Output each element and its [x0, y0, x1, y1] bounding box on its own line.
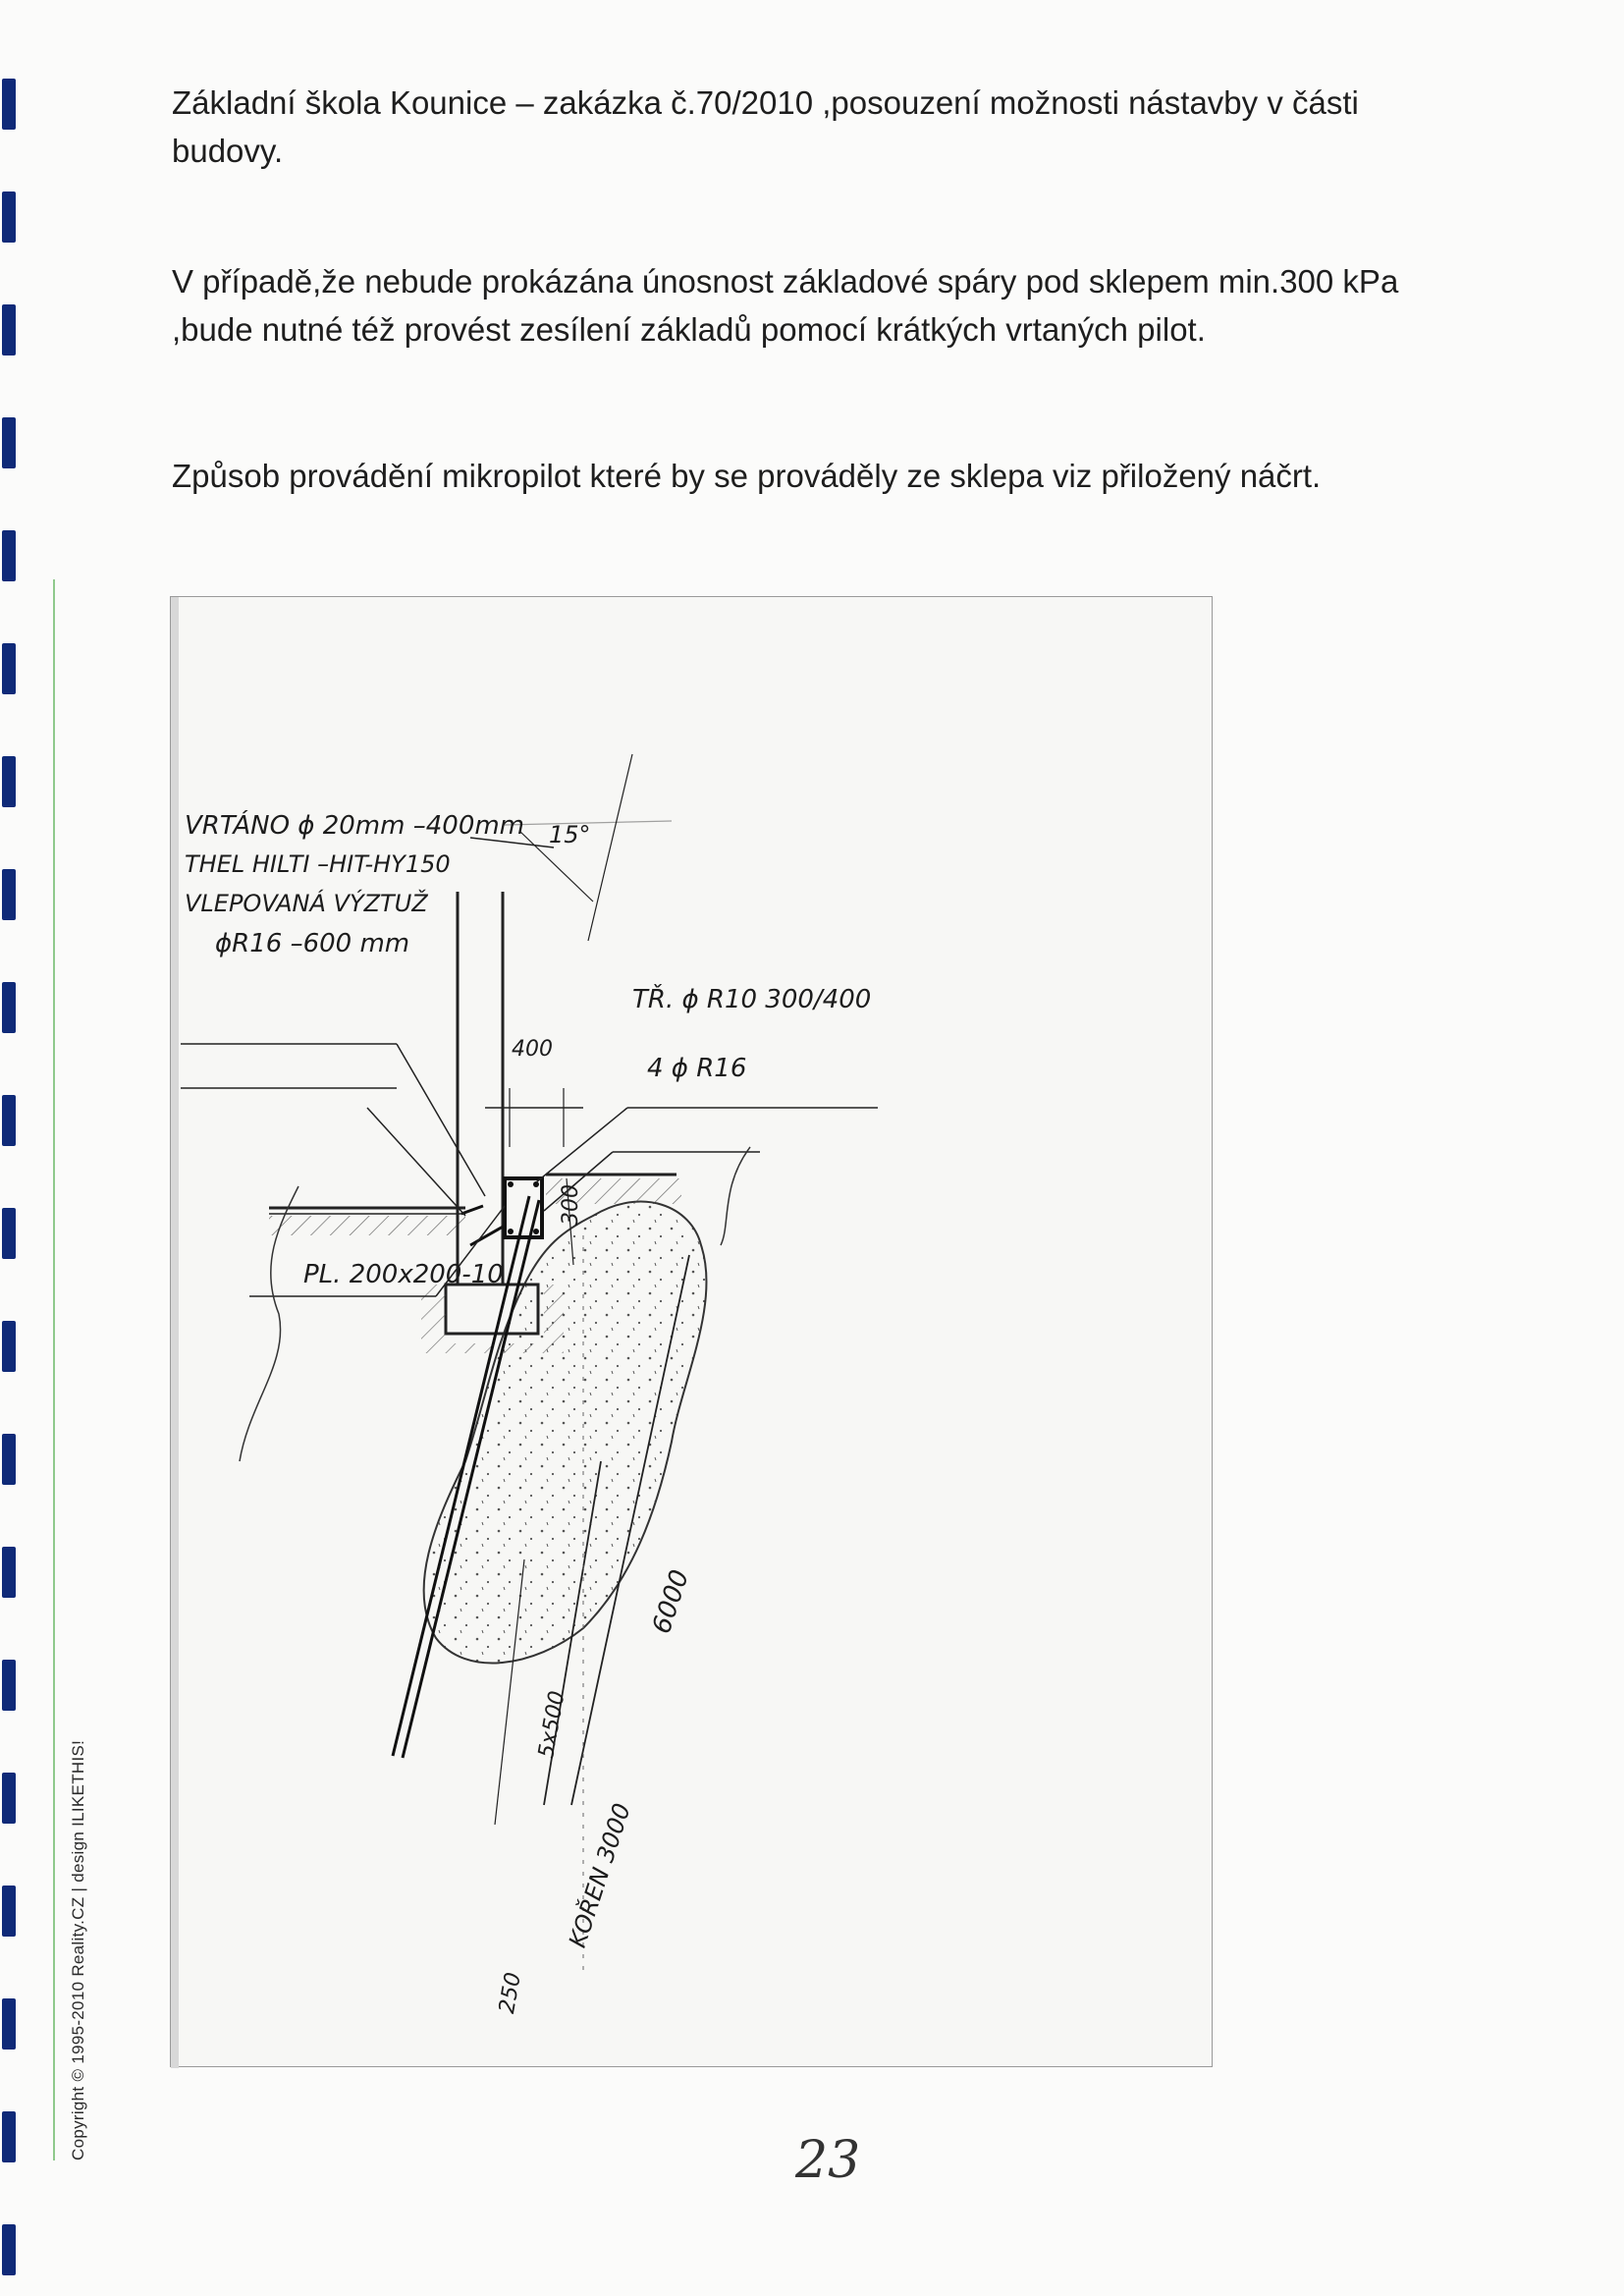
label-drilled: VRTÁNO ϕ 20mm –400mm [185, 811, 525, 841]
label-rebar: 4 ϕ R16 [647, 1054, 747, 1083]
label-glued-rebar: VLEPOVANÁ VÝZTUŽ [185, 890, 428, 917]
label-bar: ϕR16 –600 mm [215, 929, 410, 958]
label-root: KOŘEN 3000 [564, 1799, 636, 1951]
label-total-length: 6000 [647, 1566, 695, 1638]
label-stirrup: TŘ. ϕ R10 300/400 [632, 985, 872, 1014]
label-width: 400 [512, 1037, 553, 1062]
label-hilti: THEL HILTI –HIT-HY150 [185, 850, 451, 878]
label-tip: 250 [495, 1970, 526, 2016]
label-angle: 15° [549, 821, 591, 848]
page-number: 23 [795, 2131, 861, 2190]
document-heading: Základní škola Kounice – zakázka č.70/2010 ,posouzení možnosti nástavby v části budovy. [172, 84, 1359, 169]
label-height: 300 [559, 1184, 583, 1226]
label-spacing: 5x500 [534, 1689, 570, 1761]
sidebar-divider [53, 579, 55, 2160]
binding-holes [0, 0, 24, 2296]
label-plate: PL. 200x200-10 [303, 1260, 504, 1289]
copyright-text: Copyright © 1995-2010 Reality.CZ | design ILIKETHIS! [69, 1739, 87, 2160]
micropile-sketch [170, 596, 1213, 2067]
paragraph-load-bearing: V případě,že nebude prokázána únosnost základové spáry pod sklepem min.300 kPa ,bude nutné též provést zesílení základů pomocí krátkých vrtaných pilot. [172, 263, 1399, 348]
paragraph-micropiles: Způsob provádění mikropilot které by se prováděly ze sklepa viz přiložený náčrt. [172, 458, 1322, 494]
